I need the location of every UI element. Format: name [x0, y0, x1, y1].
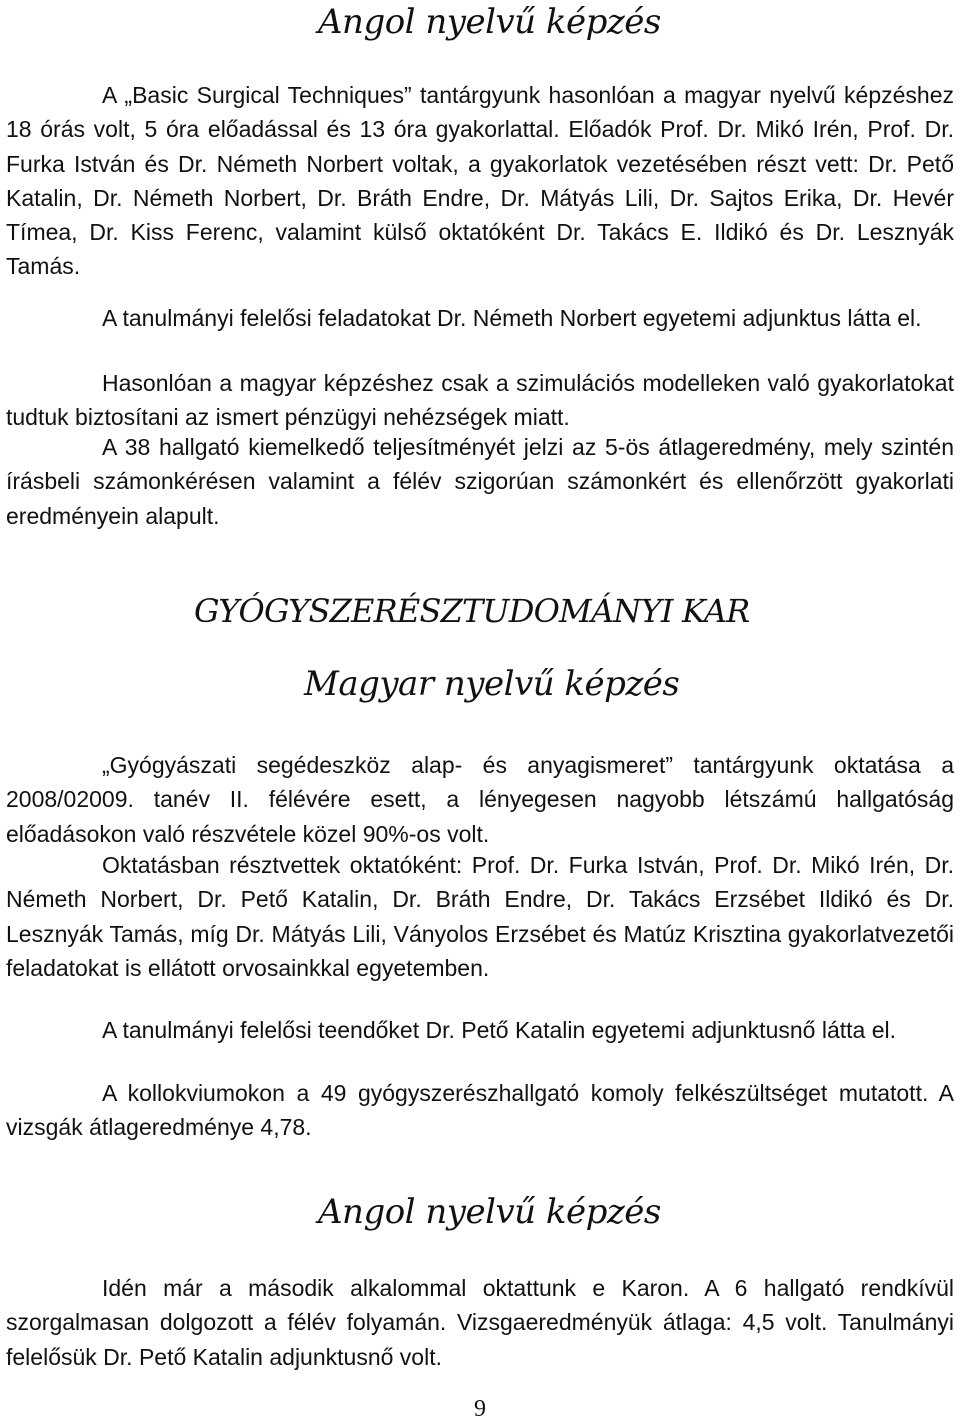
section-heading-english-training-pharmacy: Angol nyelvű képzés	[318, 1192, 661, 1232]
faculty-title: GYÓGYSZERÉSZTUDOMÁNYI KAR	[194, 592, 750, 630]
section-heading-english-training: Angol nyelvű képzés	[318, 2, 661, 42]
paragraph-student-results: A 38 hallgató kiemelkedő teljesítményét jelzi az 5-ös átlageredmény, mely szintén írásbeli számonkérésen valamint a félév szigorúan számonkért és ellenőrzött gyakorlati eredményein alapult.	[6, 434, 954, 529]
paragraph-simulation-models: Hasonlóan a magyar képzéshez csak a szimulációs modelleken való gyakorlatokat tudtuk biztosítani az ismert pénzügyi nehézségek miatt.	[6, 370, 954, 431]
paragraph-instructors: Oktatásban résztvettek oktatóként: Prof. Dr. Furka István, Prof. Dr. Mikó Irén, Dr. Németh Norbert, Dr. Pető Katalin, Dr. Bráth Endre, Dr. Takács Erzsébet Ildikó és Dr. Lesznyák Tamás, míg Dr. Mátyás Lili, Ványolos Erzsébet és Matúz Krisztina gyakorlatvezetői feladatokat is ellátott orvosainkkal egyetemben.	[6, 852, 954, 981]
paragraph-study-responsible: A tanulmányi felelősi feladatokat Dr. Németh Norbert egyetemi adjunktus látta el.	[102, 305, 922, 331]
paragraph-colloquium-results: A kollokviumokon a 49 gyógyszerészhallgató komoly felkészültséget mutatott. A vizsgák átlageredménye 4,78.	[6, 1080, 954, 1141]
paragraph-basic-surgical-techniques: A „Basic Surgical Techniques” tantárgyunk hasonlóan a magyar nyelvű képzéshez 18 órás volt, 5 óra előadással és 13 óra gyakorlattal. Előadók Prof. Dr. Mikó Irén, Prof. Dr. Furka István és Dr. Németh Norbert voltak, a gyakorlatok vezetésében részt vett: Dr. Pető Katalin, Dr. Németh Norbert, Dr. Bráth Endre, Dr. Mátyás Lili, Dr. Sajtos Erika, Dr. Hevér Tímea, Dr. Kiss Ferenc, valamint külső oktatóként Dr. Takács E. Ildikó és Dr. Lesznyák Tamás.	[6, 82, 954, 280]
paragraph-study-responsible-2: A tanulmányi felelősi teendőket Dr. Pető Katalin egyetemi adjunktusnő látta el.	[102, 1017, 896, 1043]
section-heading-hungarian-training: Magyar nyelvű képzés	[304, 664, 680, 704]
paragraph-english-pharmacy-students: Idén már a második alkalommal oktattunk e Karon. A 6 hallgató rendkívül szorgalmasan dolgozott a félév folyamán. Vizsgaeredményük átlaga: 4,5 volt. Tanulmányi felelősük Dr. Pető Katalin adjunktusnő volt.	[6, 1275, 954, 1370]
page-number: 9	[474, 1396, 486, 1422]
paragraph-medical-aids-course: „Gyógyászati segédeszköz alap- és anyagismeret” tantárgyunk oktatása a 2008/02009. tanév II. félévére esett, a lényegesen nagyobb létszámú hallgatóság előadásokon való részvétele közel 90%-os volt.	[6, 752, 954, 847]
